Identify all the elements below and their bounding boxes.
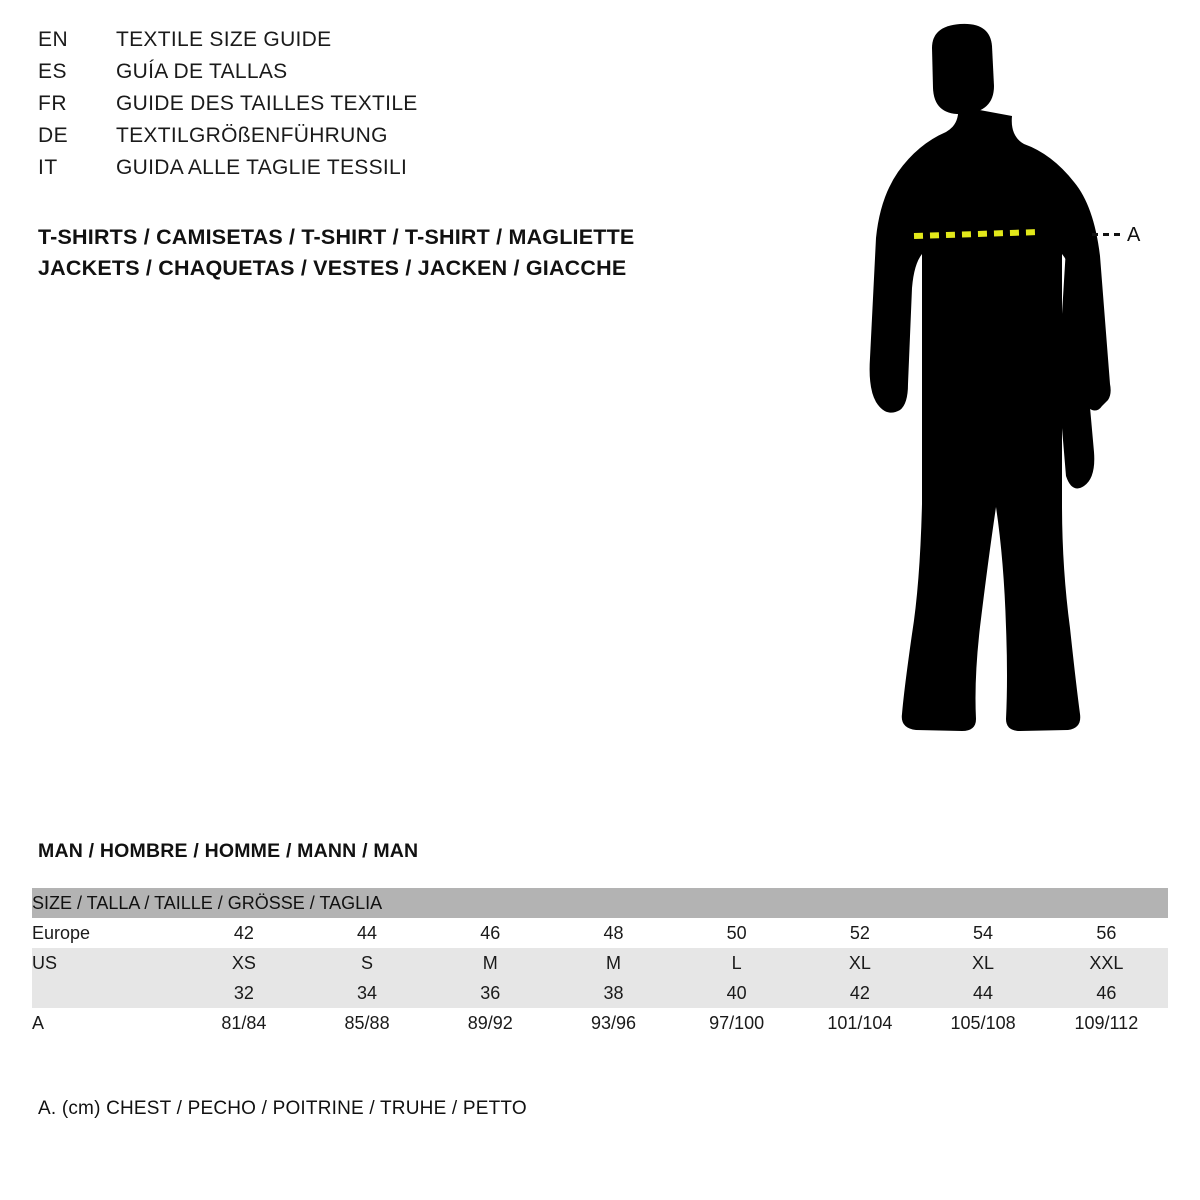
language-code: DE xyxy=(38,124,69,147)
cell: 38 xyxy=(552,978,675,1008)
table-footnote: A. (cm) CHEST / PECHO / POITRINE / TRUHE / PETTO xyxy=(38,1098,527,1119)
garment-category-list xyxy=(38,222,798,284)
cell: 97/100 xyxy=(675,1008,798,1038)
cell: 54 xyxy=(921,918,1044,948)
cell: 105/108 xyxy=(921,1008,1044,1038)
garment-line-jackets: JACKETS / CHAQUETAS / VESTES / JACKEN / GIACCHE xyxy=(38,256,627,280)
cell: M xyxy=(429,948,552,978)
cell: 42 xyxy=(182,918,305,948)
language-row xyxy=(38,28,738,60)
language-title: GUÍA DE TALLAS xyxy=(116,60,288,83)
language-title: TEXTILE SIZE GUIDE xyxy=(116,28,332,51)
cell: 109/112 xyxy=(1045,1008,1168,1038)
cell: XXL xyxy=(1045,948,1168,978)
table-section-title: MAN / HOMBRE / HOMME / MANN / MAN xyxy=(38,840,419,862)
language-row xyxy=(38,156,738,188)
language-title: GUIDE DES TAILLES TEXTILE xyxy=(116,92,418,115)
cell: 48 xyxy=(552,918,675,948)
size-table xyxy=(32,888,1168,1038)
body-silhouette-figure xyxy=(830,18,1170,788)
language-code: ES xyxy=(38,60,68,83)
row-label xyxy=(32,978,182,1008)
row-label: A xyxy=(32,1008,182,1038)
language-row xyxy=(38,124,738,156)
row-label: US xyxy=(32,948,182,978)
cell: L xyxy=(675,948,798,978)
cell: 46 xyxy=(429,918,552,948)
cell: 52 xyxy=(798,918,921,948)
language-code: EN xyxy=(38,28,69,51)
cell: 42 xyxy=(798,978,921,1008)
cell: XL xyxy=(798,948,921,978)
cell: 101/104 xyxy=(798,1008,921,1038)
language-title: TEXTILGRÖßENFÜHRUNG xyxy=(116,124,388,147)
measure-marker-label: A xyxy=(1127,224,1141,246)
cell: 32 xyxy=(182,978,305,1008)
cell: 34 xyxy=(305,978,428,1008)
cell: 40 xyxy=(675,978,798,1008)
cell: S xyxy=(305,948,428,978)
cell: 50 xyxy=(675,918,798,948)
cell: 56 xyxy=(1045,918,1168,948)
cell: XS xyxy=(182,948,305,978)
cell: 44 xyxy=(305,918,428,948)
language-code: FR xyxy=(38,92,67,115)
garment-line-tshirts: T-SHIRTS / CAMISETAS / T-SHIRT / T-SHIRT / MAGLIETTE xyxy=(38,225,635,249)
cell: 36 xyxy=(429,978,552,1008)
cell: M xyxy=(552,948,675,978)
measure-leader-dashes xyxy=(1092,233,1120,236)
cell: XL xyxy=(921,948,1044,978)
language-row xyxy=(38,60,738,92)
language-code: IT xyxy=(38,156,58,179)
language-title: GUIDA ALLE TAGLIE TESSILI xyxy=(116,156,408,179)
table-row xyxy=(32,1008,1168,1038)
table-row xyxy=(32,918,1168,948)
language-heading-list xyxy=(38,28,738,188)
silhouette-icon xyxy=(830,18,1170,788)
table-row xyxy=(32,978,1168,1008)
table-header-row xyxy=(32,888,1168,918)
row-label: Europe xyxy=(32,918,182,948)
cell: 46 xyxy=(1045,978,1168,1008)
language-row xyxy=(38,92,738,124)
cell: 44 xyxy=(921,978,1044,1008)
cell: 93/96 xyxy=(552,1008,675,1038)
cell: 89/92 xyxy=(429,1008,552,1038)
cell: 81/84 xyxy=(182,1008,305,1038)
table-header-label: SIZE / TALLA / TAILLE / GRÖSSE / TAGLIA xyxy=(32,888,1168,918)
table-row xyxy=(32,948,1168,978)
cell: 85/88 xyxy=(305,1008,428,1038)
